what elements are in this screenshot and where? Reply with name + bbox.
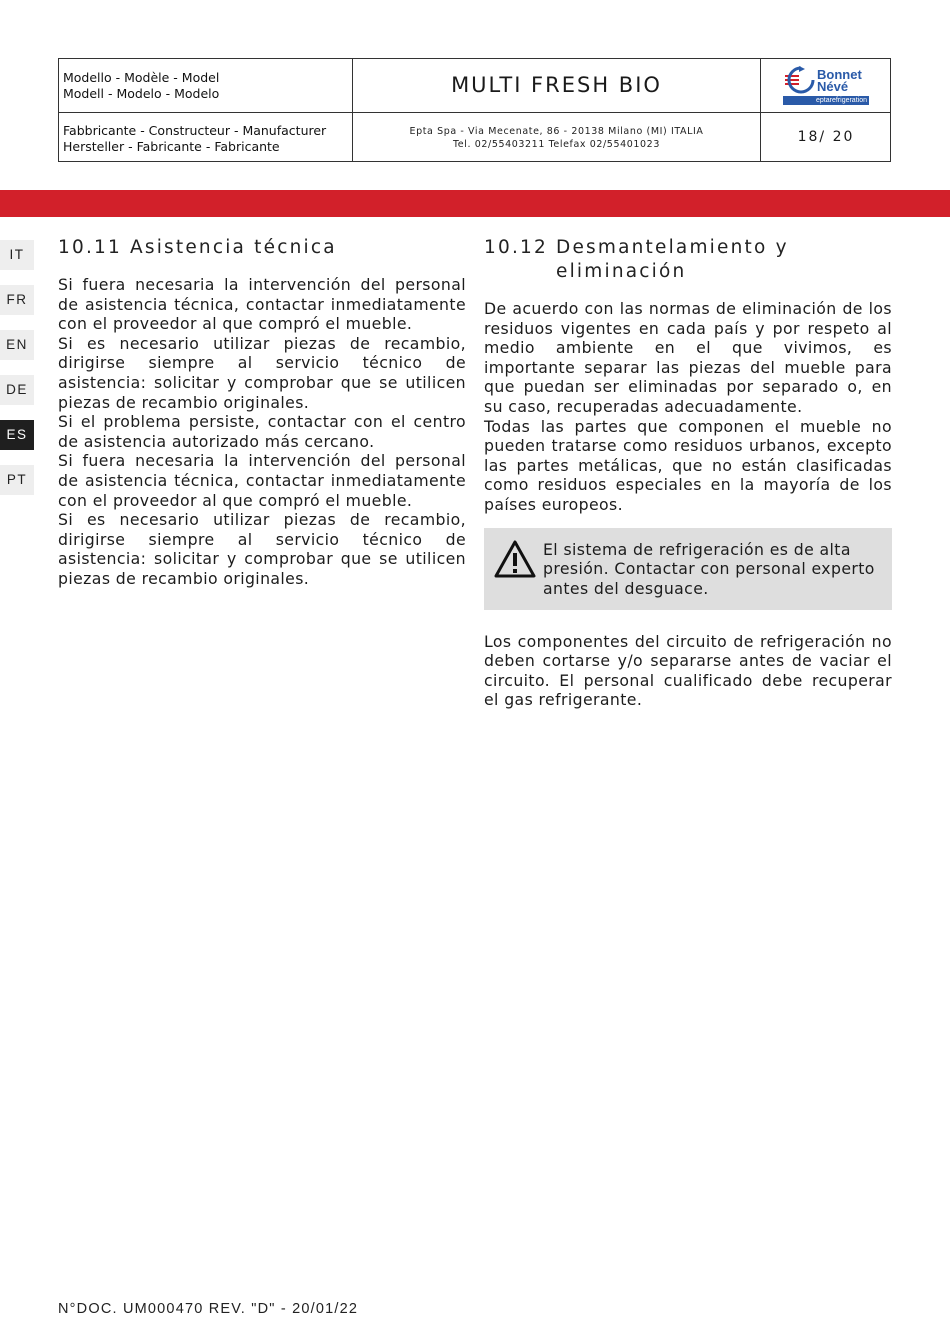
model-label-line: Modell - Modelo - Modelo xyxy=(63,86,220,101)
language-tab-de[interactable]: DE xyxy=(0,375,34,405)
manufacturer-info xyxy=(353,125,760,151)
warning-text: El sistema de refrigeración es de alta presión. Contactar con personal experto antes del desguace. xyxy=(543,539,875,598)
model-label-line: Modello - Modèle - Model xyxy=(63,70,220,85)
language-tab-es[interactable]: ES xyxy=(0,420,34,450)
section-heading xyxy=(58,236,466,260)
language-tab-it[interactable]: IT xyxy=(0,240,34,270)
logo-mark-icon xyxy=(783,66,817,96)
accent-band xyxy=(0,190,950,217)
document-number: N°DOC. UM000470 REV. "D" - 20/01/22 xyxy=(58,1301,359,1317)
body-paragraph: Si el problema persiste, contactar con el centro de asistencia autorizado más cercano. xyxy=(58,412,466,451)
page-number: 18/ 20 xyxy=(797,129,855,145)
section-technical-assistance xyxy=(58,236,466,589)
section-number: 10.11 xyxy=(58,237,122,258)
body-paragraph: Si fuera necesaria la intervención del personal de asistencia técnica, contactar inmediatamente con el proveedor al que compró el mueble. xyxy=(58,451,466,510)
logo-text: Bonnet xyxy=(817,66,862,82)
manufacturer-label-line: Hersteller - Fabricante - Fabricante xyxy=(63,139,280,154)
body-paragraph: Si es necesario utilizar piezas de recambio, dirigirse siempre al servicio técnico de asistencia: solicitar y comprobar que se utilicen piezas de recambio originales. xyxy=(58,333,466,412)
body-paragraph: Los componentes del circuito de refrigeración no deben cortarse y/o separarse antes de vaciar el circuito. El personal cualificado debe recuperar el gas refrigerante. xyxy=(484,631,892,710)
model-name: MULTI FRESH BIO xyxy=(451,73,662,97)
section-title: Desmantelamiento y xyxy=(556,237,789,258)
body-paragraph: De acuerdo con las normas de eliminación de los residuos vigentes en cada país y por respeto al medio ambiente en el que vivimos, es importante separar las piezas del mueble para que puedan ser eliminadas por separado o, en su caso, recuperadas adecuadamente. xyxy=(484,299,892,416)
body-paragraph: Todas las partes que componen el mueble no pueden tratarse como residuos urbanos, excepto las partes metálicas, que no están clasificadas como residuos especiales en la mayoría de los países europeos. xyxy=(484,416,892,514)
document-header xyxy=(58,58,891,162)
language-tab-pt[interactable]: PT xyxy=(0,465,34,495)
section-number: 10.12 xyxy=(484,237,548,258)
body-paragraph: Si fuera necesaria la intervención del personal de asistencia técnica, contactar inmediatamente con el proveedor al que compró el mueble. xyxy=(58,275,466,334)
language-tab-en[interactable]: EN xyxy=(0,330,34,360)
manufacturer-label xyxy=(63,123,351,155)
section-title: Asistencia técnica xyxy=(130,237,337,258)
model-label xyxy=(63,70,351,102)
manufacturer-contact: Tel. 02/55403211 Telefax 02/55401023 xyxy=(453,139,660,150)
warning-box xyxy=(484,528,892,610)
brand-logo xyxy=(761,59,891,112)
logo-tagline: eptarefrigeration xyxy=(783,96,869,105)
section-title-continued: eliminación xyxy=(556,261,687,282)
manufacturer-label-line: Fabbricante - Constructeur - Manufacturer xyxy=(63,123,327,138)
section-heading xyxy=(484,236,892,284)
section-dismantling xyxy=(484,236,892,710)
logo-text: Névé xyxy=(817,78,849,94)
body-paragraph: Si es necesario utilizar piezas de recambio, dirigirse siempre al servicio técnico de asistencia: solicitar y comprobar que se utilicen piezas de recambio originales. xyxy=(58,510,466,588)
warning-triangle-icon xyxy=(493,539,537,579)
manufacturer-address: Epta Spa - Via Mecenate, 86 - 20138 Milano (MI) ITALIA xyxy=(409,126,704,137)
language-tab-fr[interactable]: FR xyxy=(0,285,34,315)
header-divider xyxy=(59,112,890,113)
